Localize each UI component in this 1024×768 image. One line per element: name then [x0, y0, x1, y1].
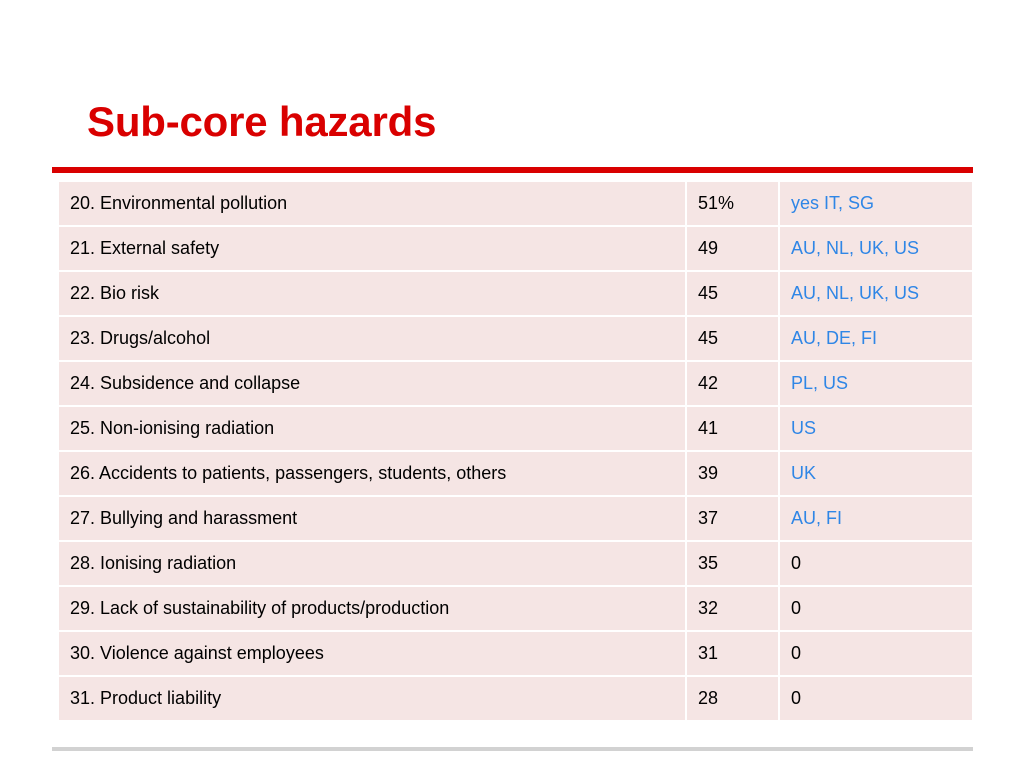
country-codes-link[interactable]: AU, NL, UK, US — [779, 271, 972, 316]
hazard-name-cell: 24. Subsidence and collapse — [59, 361, 686, 406]
title-divider — [52, 167, 973, 173]
hazard-name-cell: 23. Drugs/alcohol — [59, 316, 686, 361]
hazard-percentage-cell: 35 — [686, 541, 779, 586]
country-codes-link[interactable]: yes IT, SG — [779, 182, 972, 226]
country-codes-link[interactable]: US — [779, 406, 972, 451]
hazard-name-cell: 30. Violence against employees — [59, 631, 686, 676]
hazard-name-cell: 22. Bio risk — [59, 271, 686, 316]
country-codes-cell: 0 — [779, 541, 972, 586]
table-row — [59, 361, 972, 406]
country-codes-cell: 0 — [779, 631, 972, 676]
hazard-name-cell: 20. Environmental pollution — [59, 182, 686, 226]
hazard-name-cell: 26. Accidents to patients, passengers, students, others — [59, 451, 686, 496]
table-row — [59, 541, 972, 586]
hazard-percentage-cell: 31 — [686, 631, 779, 676]
hazard-name-cell: 25. Non-ionising radiation — [59, 406, 686, 451]
table-row — [59, 496, 972, 541]
hazard-percentage-cell: 42 — [686, 361, 779, 406]
country-codes-link[interactable]: PL, US — [779, 361, 972, 406]
table-row — [59, 676, 972, 720]
hazard-percentage-cell: 49 — [686, 226, 779, 271]
table-row — [59, 182, 972, 226]
table-row — [59, 316, 972, 361]
hazard-table-body — [59, 182, 972, 720]
hazard-percentage-cell: 45 — [686, 316, 779, 361]
hazard-percentage-cell: 32 — [686, 586, 779, 631]
hazard-name-cell: 27. Bullying and harassment — [59, 496, 686, 541]
hazard-percentage-cell: 45 — [686, 271, 779, 316]
country-codes-link[interactable]: AU, FI — [779, 496, 972, 541]
table-row — [59, 451, 972, 496]
table-row — [59, 631, 972, 676]
slide-title: Sub-core hazards — [87, 98, 437, 145]
bottom-divider — [52, 747, 973, 751]
hazard-percentage-cell: 39 — [686, 451, 779, 496]
table-row — [59, 226, 972, 271]
hazard-percentage-cell: 51% — [686, 182, 779, 226]
hazard-percentage-cell: 28 — [686, 676, 779, 720]
table-row — [59, 406, 972, 451]
hazard-name-cell: 29. Lack of sustainability of products/production — [59, 586, 686, 631]
table-row — [59, 586, 972, 631]
country-codes-link[interactable]: AU, NL, UK, US — [779, 226, 972, 271]
hazard-name-cell: 21. External safety — [59, 226, 686, 271]
hazard-table — [59, 182, 972, 720]
country-codes-link[interactable]: UK — [779, 451, 972, 496]
table-row — [59, 271, 972, 316]
country-codes-cell: 0 — [779, 586, 972, 631]
hazard-name-cell: 28. Ionising radiation — [59, 541, 686, 586]
hazard-percentage-cell: 41 — [686, 406, 779, 451]
hazard-percentage-cell: 37 — [686, 496, 779, 541]
country-codes-link[interactable]: AU, DE, FI — [779, 316, 972, 361]
country-codes-cell: 0 — [779, 676, 972, 720]
hazard-name-cell: 31. Product liability — [59, 676, 686, 720]
